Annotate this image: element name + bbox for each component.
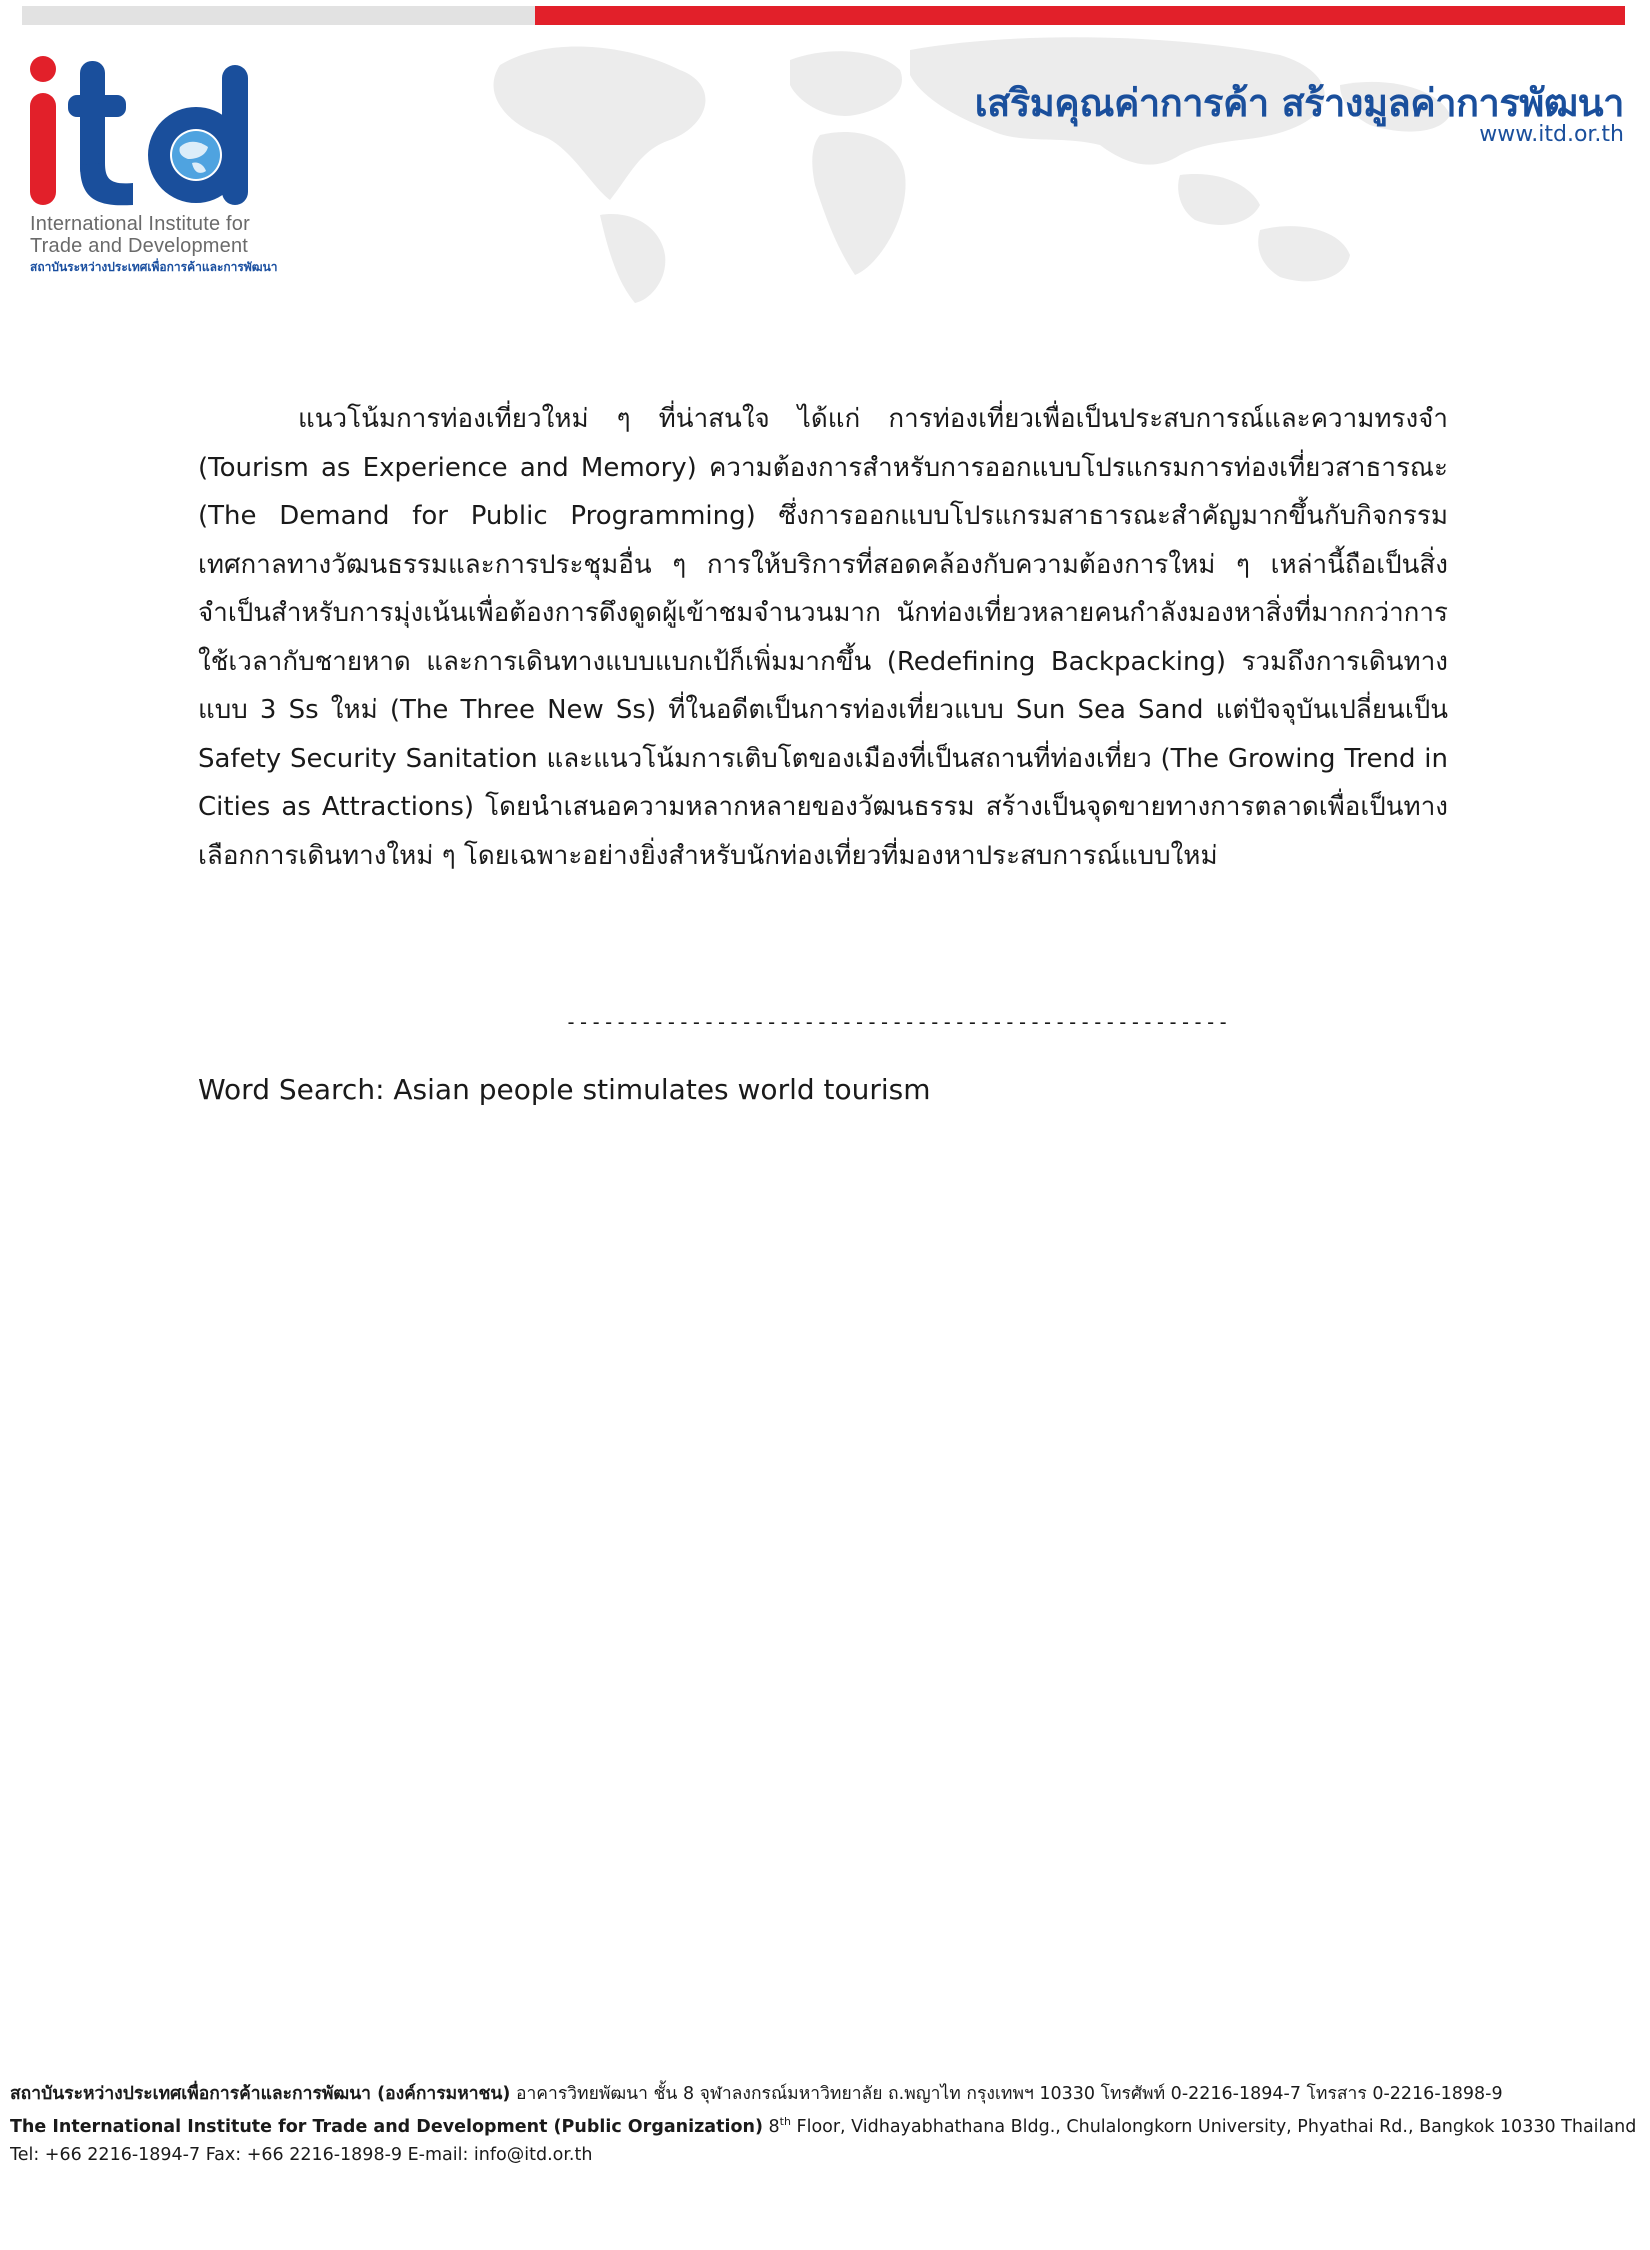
footer-contact: Tel: +66 2216-1894-7 Fax: +66 2216-1898-9 E-mail: info@itd.or.th — [10, 2144, 593, 2165]
logo-name-en-line2: Trade and Development — [30, 235, 249, 257]
article-paragraph: แนวโน้มการท่องเที่ยวใหม่ ๆ ที่น่าสนใจ ได้แก่ การท่องเที่ยวเพื่อเป็นประสบการณ์และความทรงจำ (Tourism as Experience and Memory) ความต้องการสำหรับการออกแบบโปรแกรมการท่องเที่ยวสาธารณะ (The Demand for Public Programming) ซึ่งการออกแบบโปรแกรมสาธารณะสำคัญมากขึ้นกับกิจกรรมเทศกาลทางวัฒนธรรมและการประชุมอื่น ๆ การให้บริการที่สอดคล้องกับความต้องการใหม่ ๆ เหล่านี้ถือเป็นสิ่งจำเป็นสำหรับการมุ่งเน้นเพื่อต้องการดึงดูดผู้เข้าชมจำนวนมาก นักท่องเที่ยวหลายคนกำลังมองหาสิ่งที่มากกว่าการใช้เวลากับชายหาด และการเดินทางแบบแบกเป้ก็เพิ่มมากขึ้น (Redefining Backpacking) รวมถึงการเดินทางแบบ 3 Ss ใหม่ (The Three New Ss) ที่ในอดีตเป็นการท่องเที่ยวแบบ Sun Sea Sand แต่ปัจจุบันเปลี่ยนเป็น Safety Security Sanitation และแนวโน้มการเติบโตของเมืองที่เป็นสถานที่ท่องเที่ยว (The Growing Trend in Cities as Attractions) โดยนำเสนอความหลากหลายของวัฒนธรรม สร้างเป็นจุดขายทางการตลาดเพื่อเป็นทางเลือกการเดินทางใหม่ ๆ โดยเฉพาะอย่างยิ่งสำหรับนักท่องเที่ยวที่มองหาประสบการณ์แบบใหม่ — [198, 404, 1448, 871]
itd-logo-mark — [28, 55, 298, 215]
itd-logo — [28, 55, 298, 280]
footer-address-th-text: อาคารวิทยพัฒนา ชั้น 8 จุฬาลงกรณ์มหาวิทยาลัย ถ.พญาไท กรุงเทพฯ 10330 โทรศัพท์ 0-2216-1894-7 โทรสาร 0-2216-1898-9 — [510, 2084, 1503, 2104]
header-website[interactable]: www.itd.or.th — [1479, 122, 1624, 147]
header-red-bar — [535, 6, 1625, 25]
page-footer — [10, 2080, 1640, 2169]
footer-org-name-en: The International Institute for Trade and Development (Public Organization) — [10, 2116, 763, 2137]
header-slogan: เสริมคุณค่าการค้า สร้างมูลค่าการพัฒนา — [974, 81, 1624, 125]
header-gray-bar — [22, 6, 535, 25]
footer-address-en — [10, 2108, 1640, 2141]
world-map-watermark — [460, 25, 1640, 305]
logo-name-th: สถาบันระหว่างประเทศเพื่อการค้าและการพัฒนา — [30, 260, 278, 274]
footer-address-th — [10, 2080, 1640, 2108]
word-search-line: Word Search: Asian people stimulates world tourism — [198, 1073, 931, 1106]
footer-org-name-th: สถาบันระหว่างประเทศเพื่อการค้าและการพัฒนา (องค์การมหาชน) — [10, 2084, 511, 2104]
footer-floor-number: 8 — [762, 2116, 780, 2137]
section-divider: ----------------------------------------------------- — [565, 1010, 1230, 1034]
logo-name-en-line1: International Institute for — [30, 213, 250, 235]
footer-floor-suffix: th — [779, 2115, 791, 2128]
footer-address-en-text: Floor, Vidhayabhathana Bldg., Chulalongkorn University, Phyathai Rd., Bangkok 10330 Thailand — [790, 2116, 1637, 2137]
